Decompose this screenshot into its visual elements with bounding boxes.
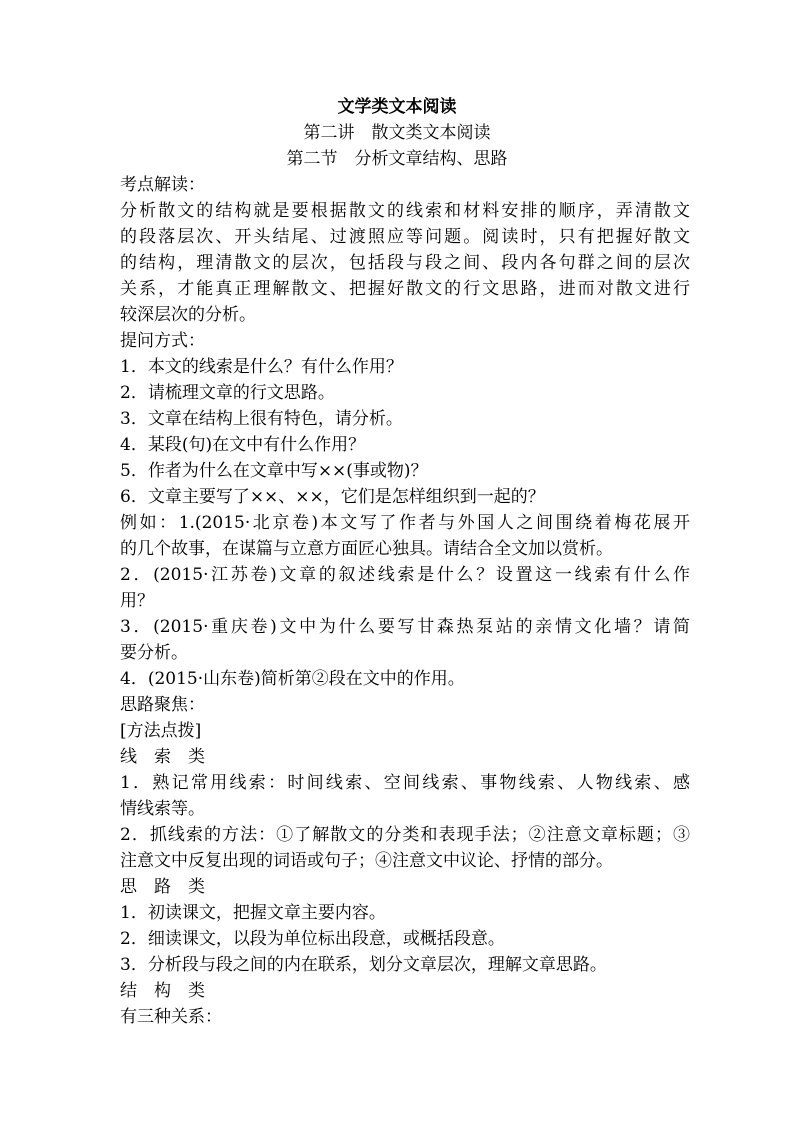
text-line: 的结构，理清散文的层次，包括段与段之间、段内各句群之间的层次 bbox=[120, 253, 690, 273]
text-line: 注意文中反复出现的词语或句子；④注意文中议论、抒情的部分。 bbox=[120, 851, 613, 871]
text-line: 1．本文的线索是什么？有什么作用？ bbox=[120, 357, 403, 377]
text-line: 6．文章主要写了××、××，它们是怎样组织到一起的？ bbox=[120, 487, 545, 507]
text-line: [方法点拨] bbox=[120, 721, 202, 741]
section-subtitle: 第二节 分析文章结构、思路 bbox=[286, 149, 508, 169]
text-line: 2．抓线索的方法：①了解散文的分类和表现手法；②注意文章标题；③ bbox=[120, 825, 690, 845]
text-line: 关系，才能真正理解散文、把握好散文的行文思路，进而对散文进行 bbox=[120, 279, 690, 299]
text-line: 用？ bbox=[120, 591, 154, 611]
text-line: 2．细读课文，以段为单位标出段意，或概括段意。 bbox=[120, 929, 505, 949]
text-line: 1．初读课文，把握文章主要内容。 bbox=[120, 903, 386, 923]
text-line: 有三种关系： bbox=[120, 1007, 222, 1027]
text-line: 3．(2015·重庆卷)文中为什么要写甘森热泵站的亲情文化墙？请简 bbox=[120, 617, 690, 637]
text-line: 2．(2015·江苏卷)文章的叙述线索是什么？设置这一线索有什么作 bbox=[120, 565, 690, 585]
text-line: 较深层次的分析。 bbox=[120, 305, 256, 325]
text-line: 思 路 类 bbox=[120, 877, 205, 897]
text-line: 要分析。 bbox=[120, 643, 188, 663]
text-line: 4．(2015·山东卷)简析第②段在文中的作用。 bbox=[120, 669, 465, 689]
text-line: 分析散文的结构就是要根据散文的线索和材料安排的顺序，弄清散文 bbox=[120, 201, 690, 221]
text-line: 例如：1.(2015·北京卷)本文写了作者与外国人之间围绕着梅花展开 bbox=[120, 513, 690, 533]
text-line: 3．文章在结构上很有特色，请分析。 bbox=[120, 409, 403, 429]
text-line: 思路聚焦： bbox=[120, 695, 205, 715]
document-title: 文学类文本阅读 bbox=[337, 97, 457, 117]
text-line: 3．分析段与段之间的内在联系，划分文章层次，理解文章思路。 bbox=[120, 955, 607, 975]
text-line: 4．某段(句)在文中有什么作用？ bbox=[120, 435, 366, 455]
text-line: 情线索等。 bbox=[120, 799, 205, 819]
text-line: 5．作者为什么在文章中写××(事或物)？ bbox=[120, 461, 428, 481]
text-line: 1．熟记常用线索：时间线索、空间线索、事物线索、人物线索、感 bbox=[120, 773, 690, 793]
text-line: 提问方式： bbox=[120, 331, 205, 351]
text-line: 2．请梳理文章的行文思路。 bbox=[120, 383, 335, 403]
lecture-subtitle: 第二讲 散文类文本阅读 bbox=[303, 123, 491, 143]
text-line: 结 构 类 bbox=[120, 981, 205, 1001]
text-line: 的段落层次、开头结尾、过渡照应等问题。阅读时，只有把握好散文 bbox=[120, 227, 690, 247]
document-body bbox=[120, 172, 690, 1030]
text-line: 考点解读： bbox=[120, 175, 205, 195]
text-line: 的几个故事，在谋篇与立意方面匠心独具。请结合全文加以赏析。 bbox=[120, 539, 613, 559]
text-line: 线 索 类 bbox=[120, 747, 205, 767]
